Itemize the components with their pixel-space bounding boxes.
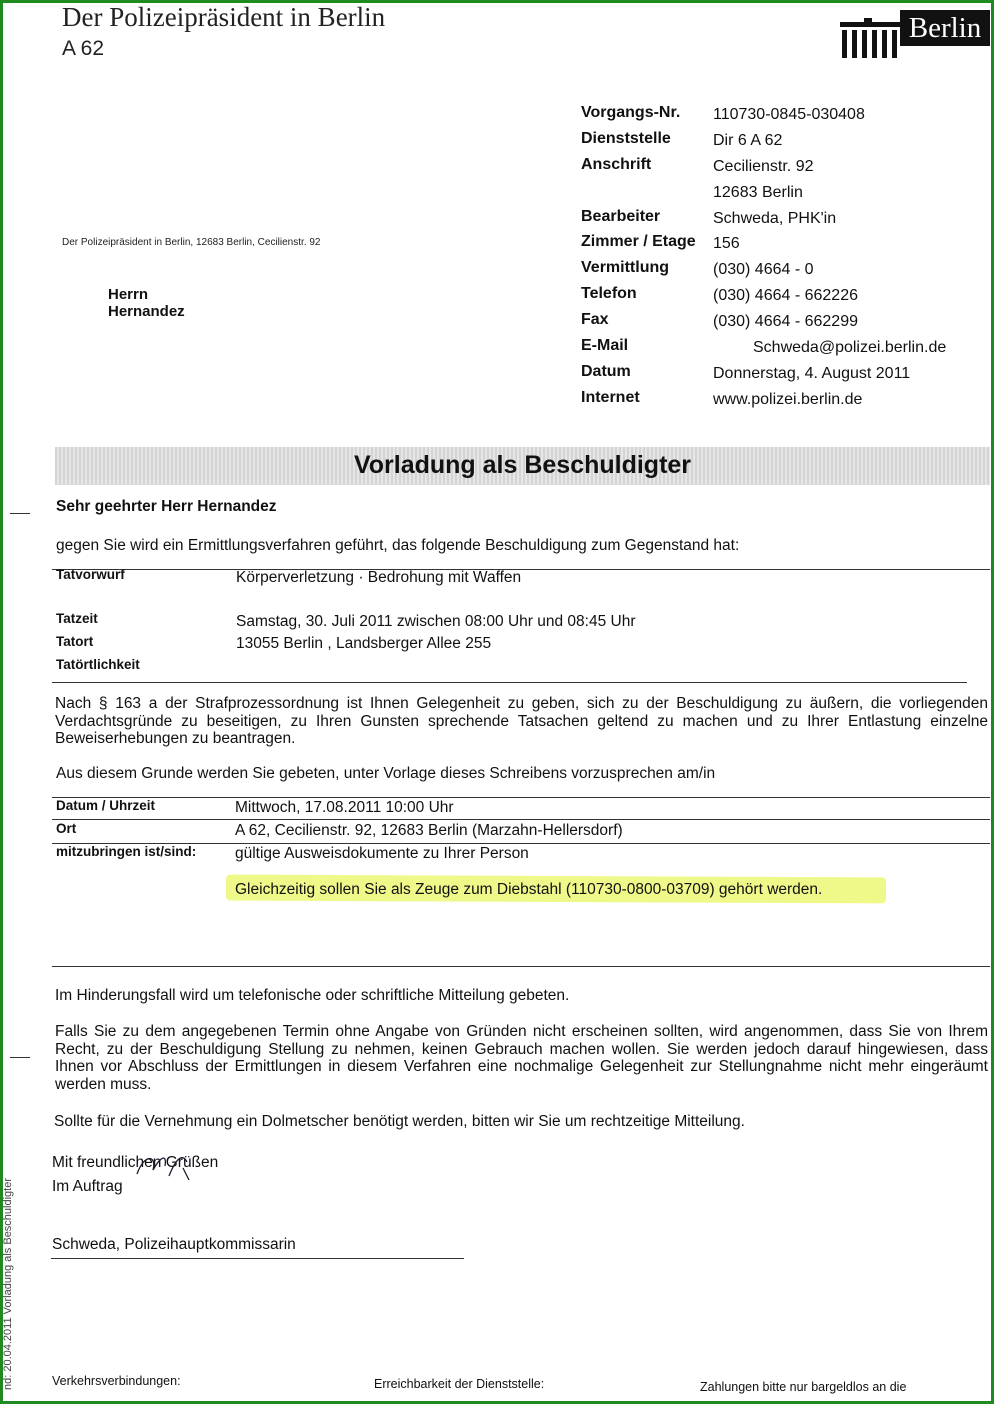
- tatvorwurf-value: Körperverletzung · Bedrohung mit Waffen: [236, 569, 522, 586]
- info-row: [581, 208, 981, 234]
- divider: [52, 682, 967, 683]
- info-row: [581, 311, 981, 337]
- ort-label: Ort: [56, 821, 77, 836]
- info-row: [581, 363, 981, 389]
- in-order-text: Im Auftrag: [52, 1178, 123, 1195]
- website-link[interactable]: www.polizei.berlin.de: [713, 390, 863, 408]
- info-value: Schweda, PHK'in: [713, 209, 837, 227]
- berlin-logo: [840, 10, 990, 56]
- department-code: A 62: [62, 37, 105, 60]
- divider: [52, 966, 990, 967]
- info-value: (030) 4664 - 662299: [713, 313, 858, 331]
- info-label: E-Mail: [581, 337, 629, 355]
- divider: [52, 797, 990, 798]
- footer-transport: Verkehrsverbindungen:: [52, 1374, 181, 1388]
- tatzeit-label: Tatzeit: [56, 611, 98, 626]
- info-row: [581, 259, 981, 285]
- side-form-text: nd: 20.04.2011 Vorladung als Beschuldigter: [2, 1177, 14, 1390]
- tatzeit-value: Samstag, 30. Juli 2011 zwischen 08:00 Uhr und 08:45 Uhr: [236, 613, 636, 630]
- info-row: [581, 285, 981, 311]
- info-row: [581, 182, 981, 208]
- info-value: (030) 4664 - 0: [713, 261, 814, 279]
- reference-info-block: [581, 104, 981, 415]
- info-row: [581, 389, 981, 415]
- info-row: [581, 156, 981, 182]
- info-value: (030) 4664 - 662226: [713, 287, 858, 305]
- closing-regards: Mit freundlichen Grüßen: [52, 1154, 219, 1171]
- footer-reachability: Erreichbarkeit der Dienststelle:: [374, 1377, 545, 1391]
- brandenburg-gate-icon: [840, 18, 900, 58]
- greeting: Sehr geehrter Herr Hernandez: [56, 498, 277, 515]
- info-label: Vermittlung: [581, 259, 670, 277]
- request-text: Aus diesem Grunde werden Sie gebeten, unter Vorlage dieses Schreibens vorzusprechen am/in: [56, 765, 716, 782]
- info-value: 156: [713, 235, 740, 253]
- info-label: Anschrift: [581, 155, 652, 173]
- info-label: Internet: [581, 388, 640, 406]
- rights-paragraph: Nach § 163 a der Strafprozessordnung ist Ihnen Gelegenheit zu geben, sich zu der Beschuldigung zu äußern, die vorliegenden Verdachtsgründe zu beseitigen, zu Ihren Gunsten sprechende Tatsachen geltend zu machen und zu Ihrer Entlastung einzelne Beweiserhebungen zu beantragen.: [55, 695, 988, 747]
- datum-label: Datum / Uhrzeit: [56, 798, 156, 813]
- email-link[interactable]: Schweda@polizei.berlin.de: [753, 339, 947, 357]
- title-banner: [55, 447, 990, 485]
- sender-address-line: Der Polizeipräsident in Berlin, 12683 Berlin, Cecilienstr. 92: [62, 237, 321, 248]
- recipient-name: Hernandez: [108, 303, 185, 320]
- tatort-value: 13055 Berlin , Landsberger Allee 255: [236, 635, 492, 652]
- tatvorwurf-label: Tatvorwurf: [56, 567, 125, 582]
- recipient-salutation: Herrn: [108, 286, 149, 303]
- info-label: Bearbeiter: [581, 207, 661, 225]
- interpreter-text: Sollte für die Vernehmung ein Dolmetscher benötigt werden, bitten wir Sie um rechtzeitige Mitteilung.: [54, 1113, 745, 1130]
- recipient-block: [108, 286, 185, 320]
- info-label: Datum: [581, 362, 631, 380]
- info-value: Dir 6 A 62: [713, 131, 783, 149]
- info-label: Dienststelle: [581, 129, 671, 147]
- info-value: Donnerstag, 4. August 2011: [713, 364, 911, 382]
- fold-mark: [10, 1057, 30, 1058]
- info-value: 12683 Berlin: [713, 183, 803, 201]
- info-label: Fax: [581, 311, 609, 329]
- logo-wordmark: Berlin: [900, 10, 990, 46]
- footer-payments: Zahlungen bitte nur bargeldlos an die: [700, 1380, 907, 1394]
- authority-heading: Der Polizeipräsident in Berlin: [62, 2, 386, 32]
- info-row: [581, 337, 981, 363]
- signature-line: [51, 1258, 464, 1259]
- info-row: [581, 233, 981, 259]
- signer-name: Schweda, Polizeihauptkommissarin: [52, 1236, 296, 1253]
- hindrance-text: Im Hinderungsfall wird um telefonische oder schriftliche Mitteilung gebeten.: [55, 987, 570, 1004]
- datum-value: Mittwoch, 17.08.2011 10:00 Uhr: [235, 799, 454, 816]
- info-row: [581, 104, 981, 130]
- signature-scribble: [135, 1146, 195, 1186]
- consequence-paragraph: Falls Sie zu dem angegebenen Termin ohne Angabe von Gründen nicht erscheinen sollten, wird angenommen, dass Sie von Ihrem Recht, zu der Beschuldigung Stellung zu nehmen, keinen Gebrauch machen wollen. Sie werden jedoch darauf hingewiesen, dass Ihnen vor Abschluss der Ermittlungen in diesem Verfahren eine nochmalige Gelegenheit zur Stellungnahme nicht mehr eingeräumt werden muss.: [55, 1023, 988, 1093]
- info-row: [581, 130, 981, 156]
- divider: [52, 819, 990, 820]
- info-label: Zimmer / Etage: [581, 233, 696, 251]
- info-value: Cecilienstr. 92: [713, 157, 814, 175]
- tatort-label: Tatort: [56, 634, 94, 649]
- intro-text: gegen Sie wird ein Ermittlungsverfahren geführt, das folgende Beschuldigung zum Gegenstand hat:: [56, 537, 740, 554]
- witness-note: Gleichzeitig sollen Sie als Zeuge zum Diebstahl (110730-0800-03709) gehört werden.: [235, 881, 823, 898]
- mitbringen-value: gültige Ausweisdokumente zu Ihrer Person: [235, 845, 529, 862]
- fold-mark: [10, 513, 30, 514]
- ort-value: A 62, Cecilienstr. 92, 12683 Berlin (Marzahn-Hellersdorf): [235, 822, 623, 839]
- info-label: Telefon: [581, 285, 637, 303]
- document-title: Vorladung als Beschuldigter: [353, 451, 692, 479]
- mitbringen-label: mitzubringen ist/sind:: [56, 844, 197, 859]
- info-label: Vorgangs-Nr.: [581, 104, 681, 121]
- info-value: 110730-0845-030408: [713, 106, 865, 123]
- tatoertlichkeit-label: Tatörtlichkeit: [56, 657, 140, 672]
